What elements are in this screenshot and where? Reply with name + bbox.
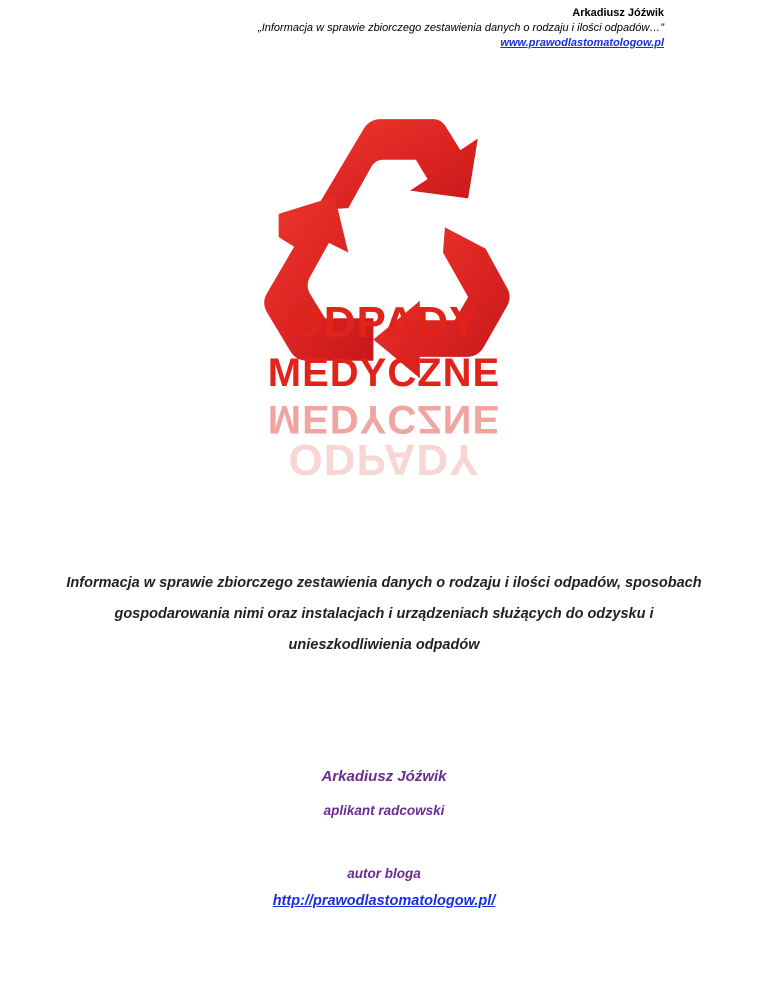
blog-label: autor bloga xyxy=(347,866,421,881)
author-name: Arkadiusz Jóźwik xyxy=(321,768,447,785)
blog-link[interactable]: http://prawodlastomatologow.pl/ xyxy=(272,893,496,909)
header-subtitle: „Informacja w sprawie zbiorczego zestawienia danych o rodzaju i ilości odpadów…” xyxy=(258,22,664,34)
author-role: aplikant radcowski xyxy=(323,803,445,818)
document-title: Informacja w sprawie zbiorczego zestawienia danych o rodzaju i ilości odpadów, sposobach gospodarowania nimi oraz instalacjach i urządzeniach służących do odzysku i unieszkodliwienia odpadów xyxy=(66,575,702,653)
logo-reflection-medyczne: MEDYCZNE xyxy=(267,397,501,441)
header-author: Arkadiusz Jóźwik xyxy=(572,7,664,19)
header-link[interactable]: www.prawodlastomatologow.pl xyxy=(500,37,664,49)
logo-reflection-odpady: ODPADY xyxy=(288,435,480,484)
logo-text-odpady: ODPADY xyxy=(288,298,480,347)
page-header xyxy=(258,6,664,51)
logo-text-medyczne: MEDYCZNE xyxy=(267,351,501,395)
